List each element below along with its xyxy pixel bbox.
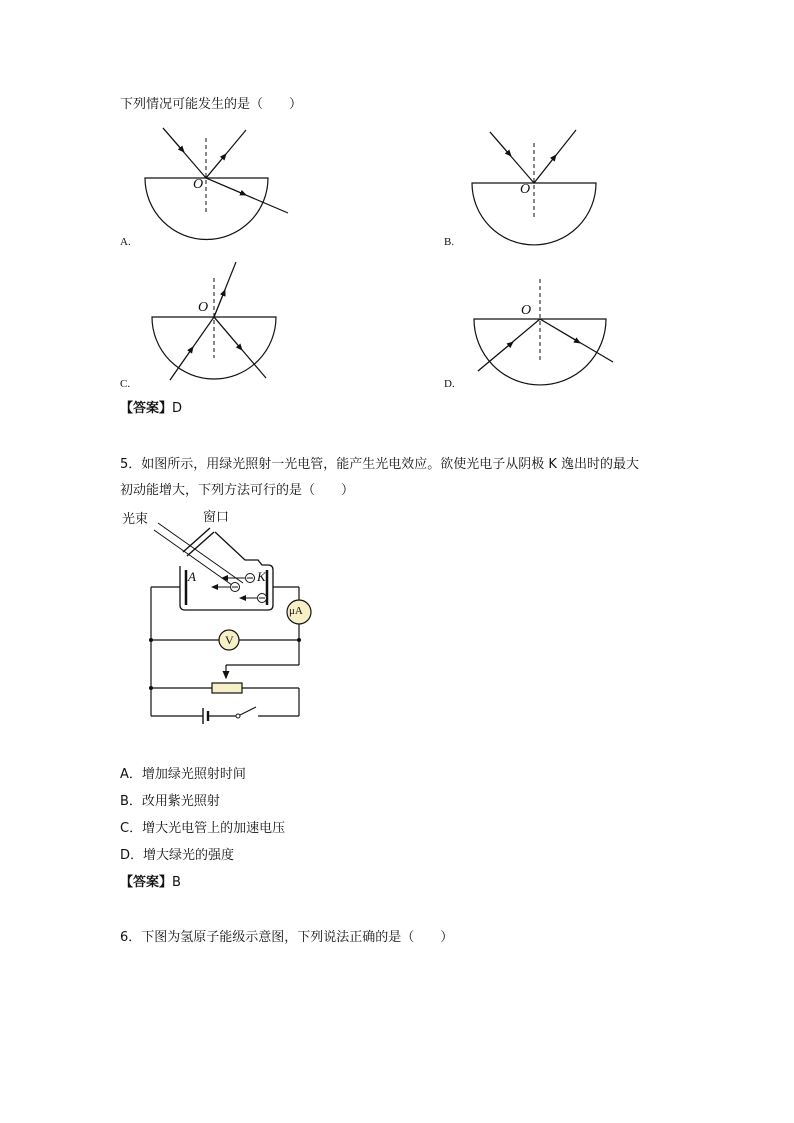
q5-option-c: C．增大光电管上的加速电压 (120, 821, 286, 836)
q5-option-d: D．增大绿光的强度 (120, 848, 235, 863)
q5-option-a: A．增加绿光照射时间 (120, 767, 246, 782)
cathode-label: K (257, 569, 266, 584)
fig-b-point-label: O (520, 182, 531, 197)
q5-answer: 【答案】B (120, 875, 181, 890)
fig-c-point-label: O (198, 300, 209, 315)
q6-stem: 6．下图为氢原子能级示意图，下列说法正确的是（ ） (120, 930, 454, 945)
voltmeter-label: V (225, 633, 234, 647)
fig-a-point-label: O (193, 177, 204, 192)
fig-d-point-label: O (521, 303, 532, 318)
option-b-label: B. (444, 236, 455, 248)
anode-label: A (188, 569, 196, 584)
q4-stem: 下列情况可能发生的是（ ） (120, 97, 303, 112)
option-d-label: D. (444, 378, 455, 390)
option-a-label: A. (120, 236, 131, 248)
q5-stem-line1: 5．如图所示，用绿光照射一光电管，能产生光电效应。欲使光电子从阴极 K 逸出时的最大 (120, 457, 640, 472)
q5-option-b: B．改用紫光照射 (120, 794, 220, 809)
q4-answer: 【答案】D (120, 401, 183, 416)
window-label: 窗口 (203, 510, 230, 525)
q5-stem-line2: 初动能增大，下列方法可行的是（ ） (120, 483, 355, 498)
beam-label: 光束 (122, 512, 149, 527)
microammeter-label: μA (289, 605, 303, 617)
option-c-label: C. (120, 378, 131, 390)
